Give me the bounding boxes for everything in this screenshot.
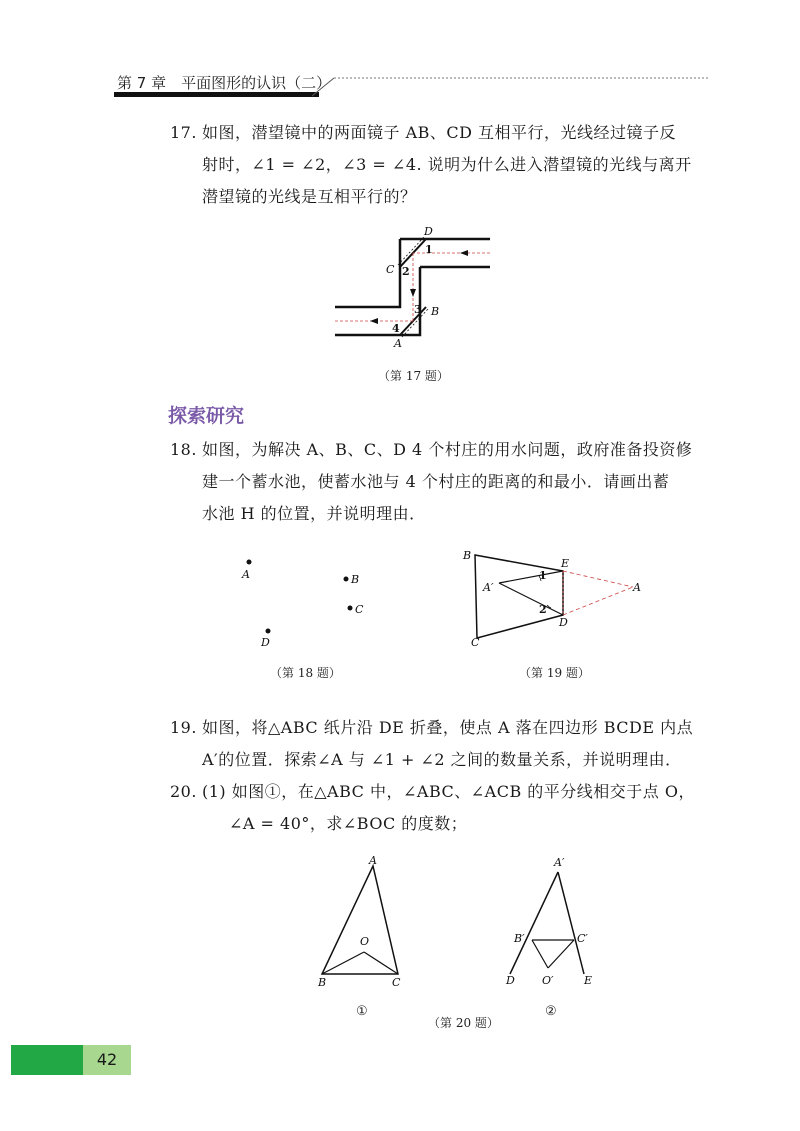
q18-line-2: 建一个蓄水池，使蓄水池与 4 个村庄的距离的和最小．请画出蓄 xyxy=(202,472,670,491)
q20-figure-1 xyxy=(310,852,420,992)
q19-fold-figure xyxy=(455,545,655,655)
header-rule-bar xyxy=(114,92,319,97)
q17-periscope-figure xyxy=(330,225,495,350)
q18-label-a: A xyxy=(242,568,250,581)
q20-fig2-label-d: D xyxy=(506,974,515,987)
q20-fig1-label-c: C xyxy=(392,976,401,989)
q20-fig2-label-c-prime: C′ xyxy=(577,932,588,945)
chapter-header: 第 7 章 平面图形的认识（二） xyxy=(117,74,332,92)
q18-number: 18. xyxy=(170,440,197,459)
q17-label-b: B xyxy=(431,305,440,318)
q20-fig1-marker: ① xyxy=(356,1004,368,1019)
q18-line-3: 水池 H 的位置，并说明理由． xyxy=(202,504,426,523)
q19-label-a: A xyxy=(633,581,641,594)
q20-fig2-marker: ② xyxy=(545,1004,557,1019)
q17-label-c: C xyxy=(386,263,395,276)
q19-caption: （第 19 题） xyxy=(519,666,590,680)
q17-angle-3: 3 xyxy=(414,303,422,316)
q20-fig1-label-b: B xyxy=(318,976,327,989)
q20-line-1: (1) 如图①，在△ABC 中，∠ABC、∠ACB 的平分线相交于点 O， xyxy=(202,782,696,801)
q20-fig2-label-a-prime: A′ xyxy=(554,856,565,869)
q17-angle-4: 4 xyxy=(392,322,400,335)
q18-label-d: D xyxy=(261,636,270,649)
q19-angle-1: 1 xyxy=(539,569,547,582)
q19-label-c: C xyxy=(471,636,480,649)
footer-green-bar xyxy=(11,1045,83,1075)
q20-fig2-label-e: E xyxy=(584,974,593,987)
q19-line-2: A′的位置．探索∠A 与 ∠1 + ∠2 之间的数量关系，并说明理由． xyxy=(202,750,682,769)
q20-figure-2 xyxy=(498,852,608,992)
q19-label-b: B xyxy=(463,549,472,562)
page-number: 42 xyxy=(96,1050,118,1069)
q19-angle-2: 2 xyxy=(539,603,547,616)
q20-line-2: ∠A = 40°，求∠BOC 的度数； xyxy=(229,814,468,833)
q18-label-b: B xyxy=(351,573,360,586)
q17-angle-1: 1 xyxy=(425,243,433,256)
q18-caption: （第 18 题） xyxy=(270,666,341,680)
q17-label-a: A xyxy=(394,337,402,350)
q17-number: 17. xyxy=(170,123,197,142)
q18-label-c: C xyxy=(355,603,364,616)
q17-line-3: 潜望镜的光线是互相平行的？ xyxy=(202,187,417,206)
q20-fig1-label-a: A xyxy=(369,854,377,867)
section-title: 探索研究 xyxy=(168,405,245,427)
q19-label-d: D xyxy=(559,616,568,629)
q17-angle-2: 2 xyxy=(402,265,410,278)
q17-caption: （第 17 题） xyxy=(378,369,449,383)
q20-fig2-label-b-prime: B′ xyxy=(514,932,525,945)
q17-label-d: D xyxy=(424,225,433,238)
q20-fig2-label-o-prime: O′ xyxy=(542,974,554,987)
q20-number: 20. xyxy=(170,782,197,801)
q17-line-1: 如图，潜望镜中的两面镜子 AB、CD 互相平行，光线经过镜子反 xyxy=(202,123,677,142)
header-dashed-rule xyxy=(312,70,712,100)
q18-line-1: 如图，为解决 A、B、C、D 4 个村庄的用水问题，政府准备投资修 xyxy=(202,440,693,459)
q19-line-1: 如图，将△ABC 纸片沿 DE 折叠，使点 A 落在四边形 BCDE 内点 xyxy=(202,718,694,737)
q19-label-a-prime: A′ xyxy=(483,581,494,594)
q19-label-e: E xyxy=(561,557,570,570)
q20-fig1-label-o: O xyxy=(360,935,370,948)
q18-villages-figure xyxy=(230,550,380,650)
q20-caption: （第 20 题） xyxy=(428,1016,499,1030)
q19-number: 19. xyxy=(170,718,197,737)
q17-line-2: 射时，∠1 = ∠2，∠3 = ∠4. 说明为什么进入潜望镜的光线与离开 xyxy=(202,155,692,174)
